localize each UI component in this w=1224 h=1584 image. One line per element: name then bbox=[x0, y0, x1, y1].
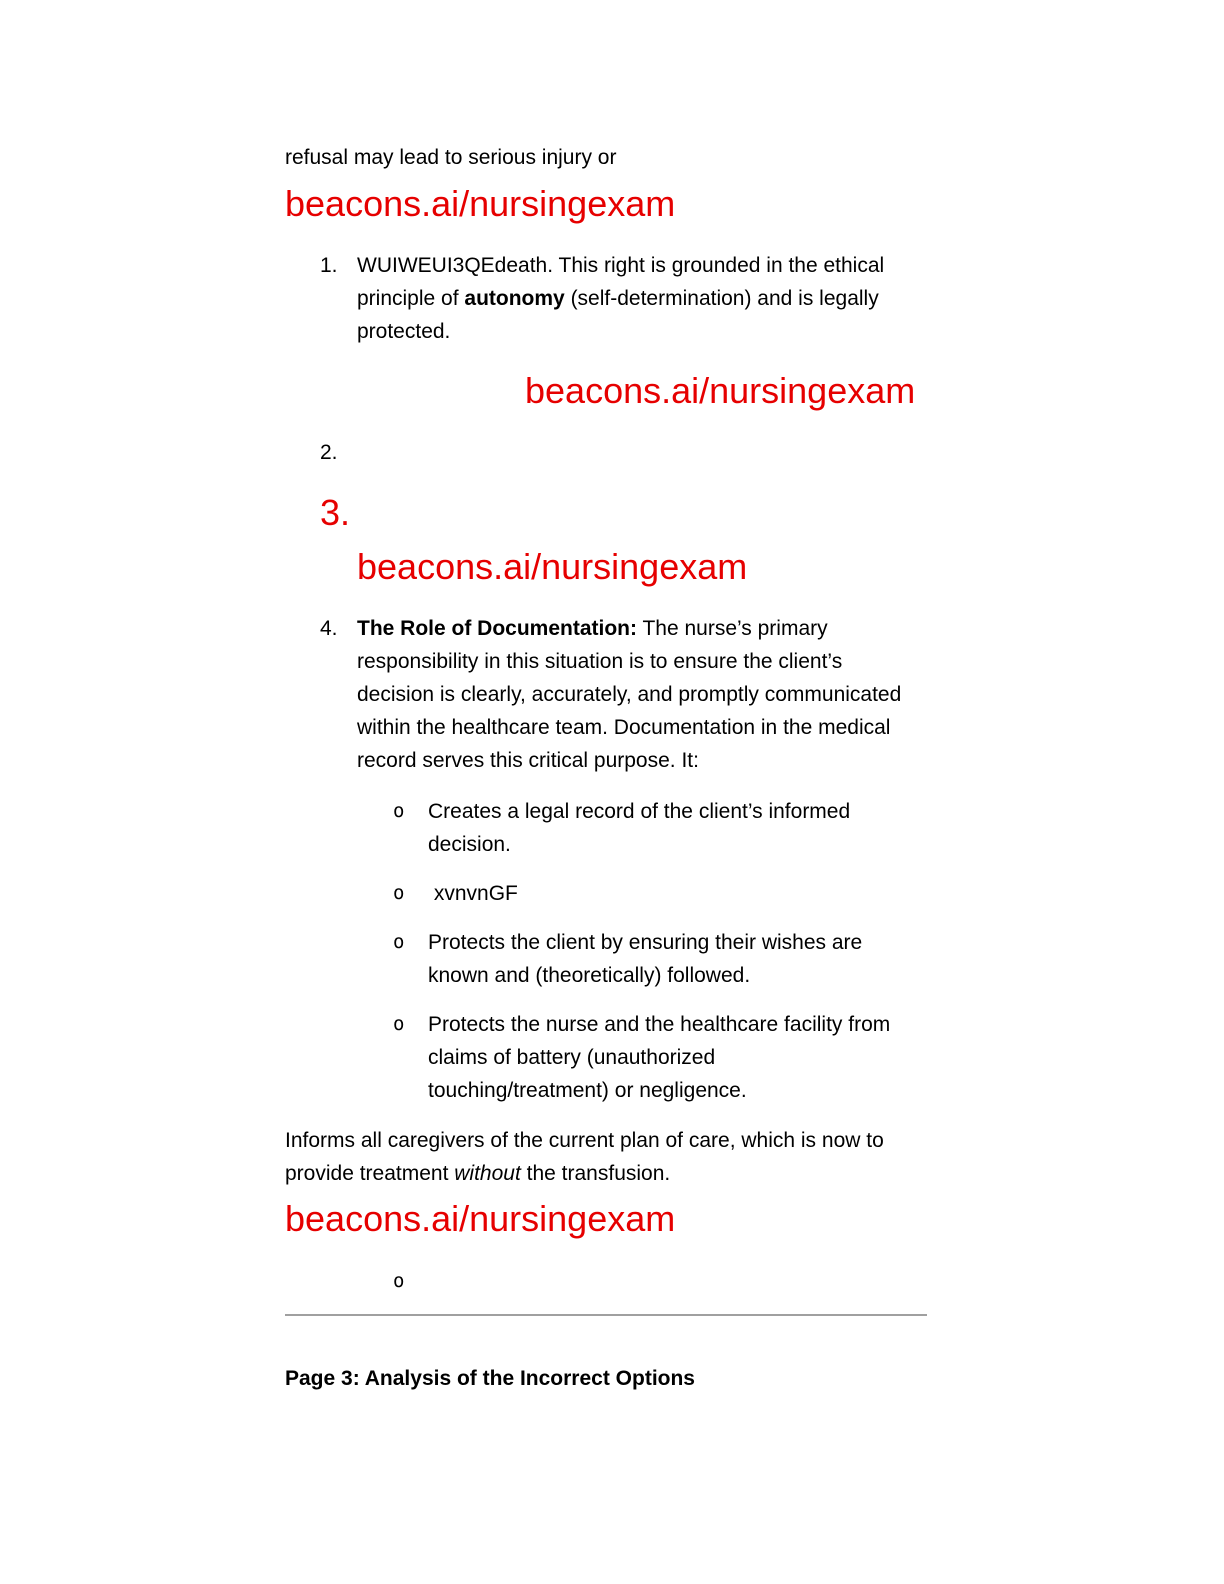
bullet-marker: o bbox=[393, 800, 405, 822]
item-4-line-5: record serves this critical purpose. It: bbox=[357, 749, 699, 772]
bullet-marker: o bbox=[393, 1270, 405, 1292]
bullet-1-line-2: decision. bbox=[428, 833, 511, 856]
item-1-line-3: protected. bbox=[357, 320, 451, 343]
item-2-number: 2. bbox=[320, 441, 338, 464]
item-1-line-2: principle of autonomy (self-determination) and is legally bbox=[357, 287, 879, 310]
section-heading: Page 3: Analysis of the Incorrect Options bbox=[285, 1367, 695, 1390]
promo-link-4[interactable]: beacons.ai/nursingexam bbox=[285, 1198, 676, 1239]
promo-link-3[interactable]: beacons.ai/nursingexam bbox=[357, 546, 748, 587]
informs-line-2: provide treatment without the transfusion. bbox=[285, 1162, 671, 1185]
bullet-1-line-1: Creates a legal record of the client’s informed bbox=[428, 800, 851, 823]
horizontal-divider bbox=[285, 1314, 927, 1316]
item-4-heading: The Role of Documentation: bbox=[357, 617, 637, 640]
bullet-marker: o bbox=[393, 931, 405, 953]
bullet-4-line-1: Protects the nurse and the healthcare facility from bbox=[428, 1013, 891, 1036]
bullet-4-line-2: claims of battery (unauthorized bbox=[428, 1046, 716, 1069]
without-emphasis: without bbox=[454, 1162, 521, 1185]
item-4-number: 4. bbox=[320, 617, 338, 640]
autonomy-term: autonomy bbox=[464, 287, 565, 310]
promo-link-1[interactable]: beacons.ai/nursingexam bbox=[285, 183, 676, 224]
intro-text: refusal may lead to serious injury or bbox=[285, 146, 617, 169]
item-3-number: 3. bbox=[320, 492, 351, 533]
bullet-2-line-1: xvnvnGF bbox=[428, 882, 518, 905]
bullet-3-line-2: known and (theoretically) followed. bbox=[428, 964, 751, 987]
bullet-3-line-1: Protects the client by ensuring their wishes are bbox=[428, 931, 863, 954]
item-4-line-4: within the healthcare team. Documentation in the medical bbox=[357, 716, 891, 739]
item-4-line-1: The Role of Documentation: The nurse’s primary bbox=[357, 617, 828, 640]
informs-line-1: Informs all caregivers of the current plan of care, which is now to bbox=[285, 1129, 884, 1152]
item-1-number: 1. bbox=[320, 254, 338, 277]
item-1-line-1: WUIWEUI3QEdeath. This right is grounded in the ethical bbox=[357, 254, 885, 277]
item-4-line-2: responsibility in this situation is to ensure the client’s bbox=[357, 650, 843, 673]
bullet-marker: o bbox=[393, 1013, 405, 1035]
promo-link-2[interactable]: beacons.ai/nursingexam bbox=[525, 370, 916, 411]
bullet-4-line-3: touching/treatment) or negligence. bbox=[428, 1079, 747, 1102]
bullet-marker: o bbox=[393, 882, 405, 904]
item-4-line-3: decision is clearly, accurately, and promptly communicated bbox=[357, 683, 902, 706]
